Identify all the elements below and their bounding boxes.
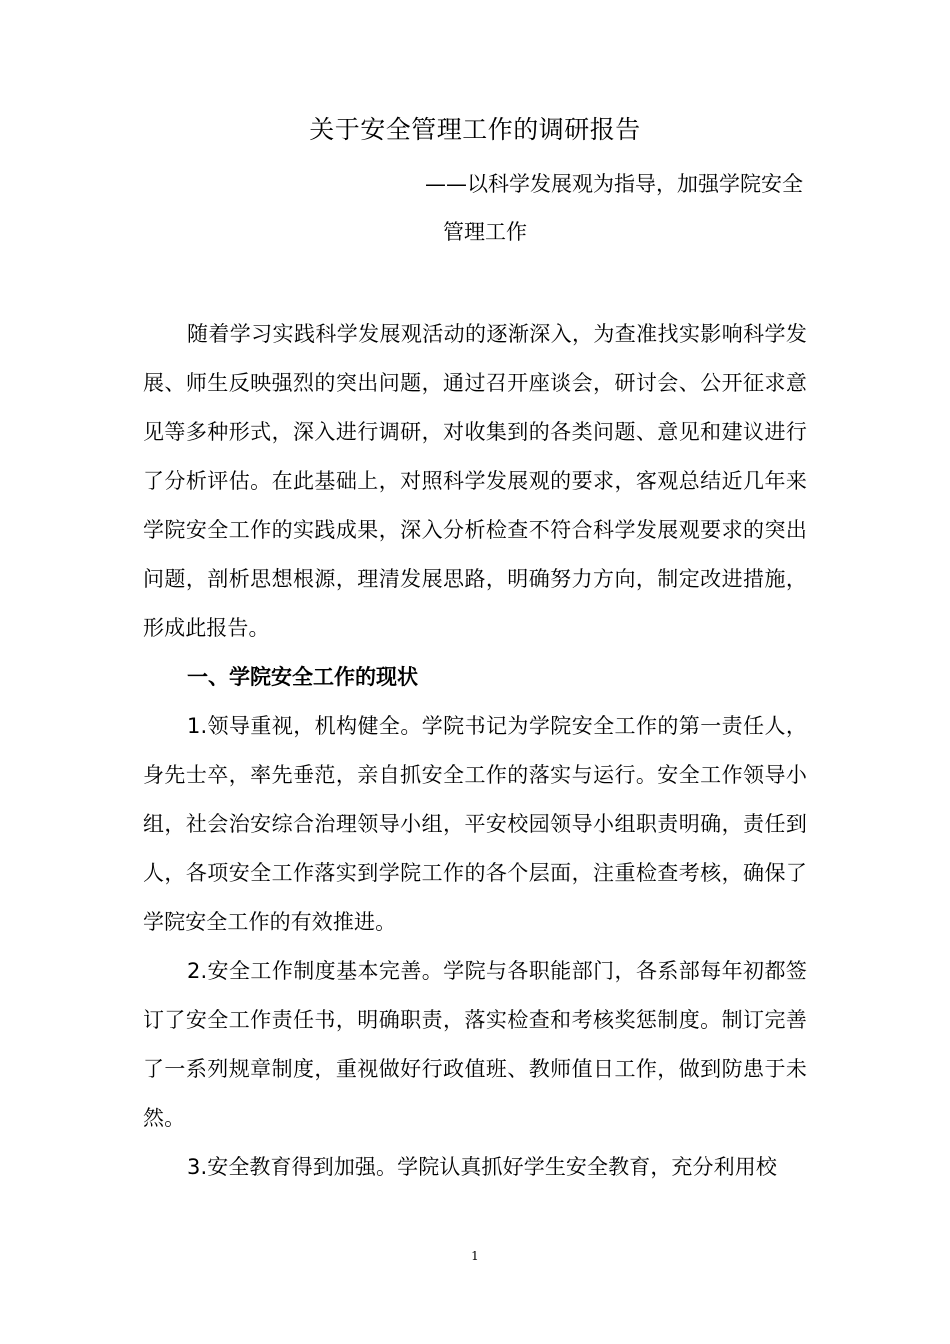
document-body [143,310,807,1192]
item-paragraph-3: 3.安全教育得到加强。学院认真抓好学生安全教育，充分利用校 [187,1155,777,1179]
document-subtitle: ——以科学发展观为指导，加强学院安全 [425,172,803,196]
page-number: 1 [471,1249,479,1263]
item-paragraph-1: 1.领导重视，机构健全。学院书记为学院安全工作的第一责任人，身先士卒，率先垂范，亲自抓安全工作的落实与运行。安全工作领导小组，社会治安综合治理领导小组，平安校园领导小组职责明确，责任到人，各项安全工作落实到学院工作的各个层面，注重检查考核，确保了学院安全工作的有效推进。 [143,714,807,934]
document-subtitle-continued: 管理工作 [443,220,527,244]
item-paragraph-2: 2.安全工作制度基本完善。学院与各职能部门，各系部每年初都签订了安全工作责任书，明确职责，落实检查和考核奖惩制度。制订完善了一系列规章制度，重视做好行政值班、教师值日工作，做到防患于未然。 [143,959,807,1130]
intro-paragraph: 随着学习实践科学发展观活动的逐渐深入，为查准找实影响科学发展、师生反映强烈的突出问题，通过召开座谈会，研讨会、公开征求意见等多种形式，深入进行调研，对收集到的各类问题、意见和建议进行了分析评估。在此基础上，对照科学发展观的要求，客观总结近几年来学院安全工作的实践成果，深入分析检查不符合科学发展观要求的突出问题，剖析思想根源，理清发展思路，明确努力方向，制定改进措施，形成此报告。 [143,322,807,640]
section-heading: 一、学院安全工作的现状 [187,665,418,689]
document-title: 关于安全管理工作的调研报告 [309,115,641,144]
